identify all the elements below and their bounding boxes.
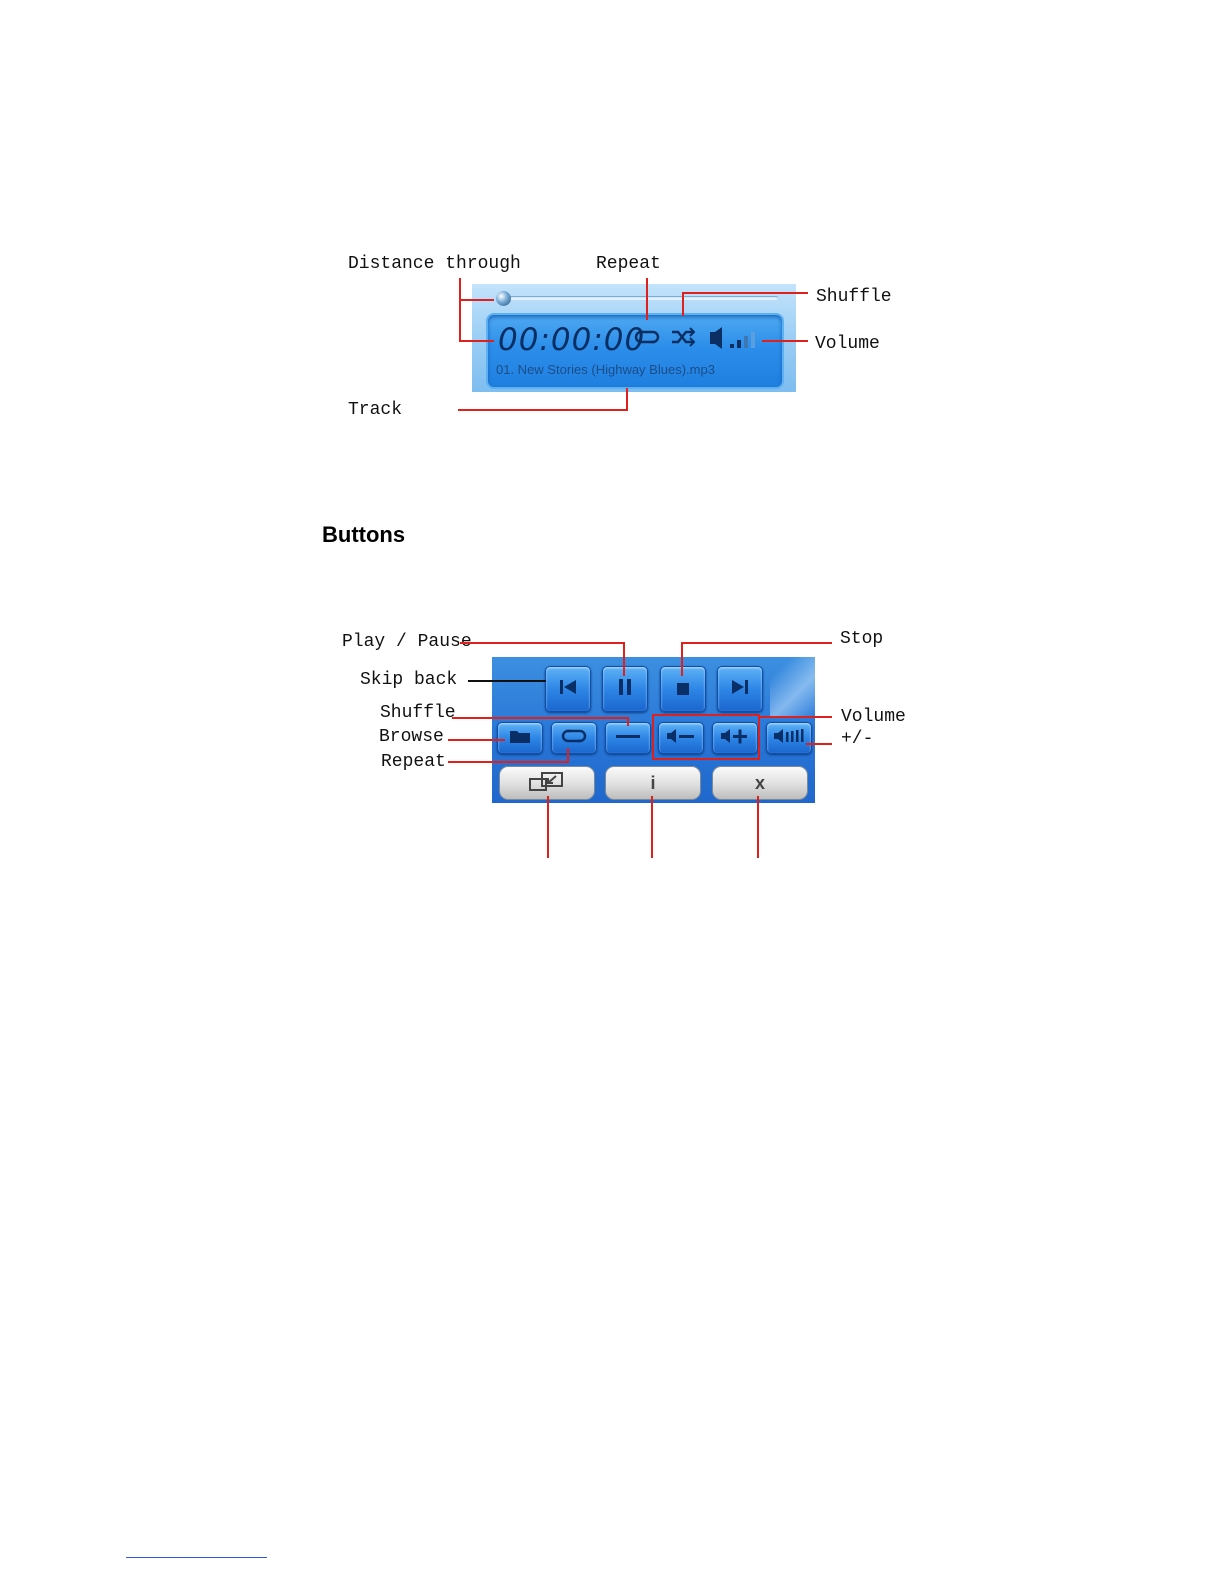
callout-skip-back: Skip back <box>360 670 458 690</box>
callout-repeat-btn: Repeat <box>381 752 446 772</box>
info-label: i <box>650 772 656 793</box>
callout-volume: Volume <box>815 334 880 354</box>
callout-volume-btn: Volume <box>841 707 906 727</box>
callout-browse: Browse <box>379 727 444 747</box>
callout-play-pause: Play / Pause <box>342 632 472 652</box>
callout-shuffle-btn: Shuffle <box>380 703 456 723</box>
elapsed-time: 00:00:00 <box>498 322 646 358</box>
section-heading-buttons: Buttons <box>322 522 406 547</box>
callout-distance-through: Distance through <box>348 254 521 274</box>
track-name: 01. New Stories (Highway Blues).mp3 <box>496 362 715 377</box>
callout-track: Track <box>348 400 403 420</box>
callout-volume-plus-minus: +/- <box>841 729 874 749</box>
footnote-rule <box>126 1557 267 1558</box>
callout-repeat: Repeat <box>596 254 661 274</box>
callout-shuffle: Shuffle <box>816 287 892 307</box>
callout-stop: Stop <box>840 629 884 649</box>
close-label: x <box>754 772 765 793</box>
